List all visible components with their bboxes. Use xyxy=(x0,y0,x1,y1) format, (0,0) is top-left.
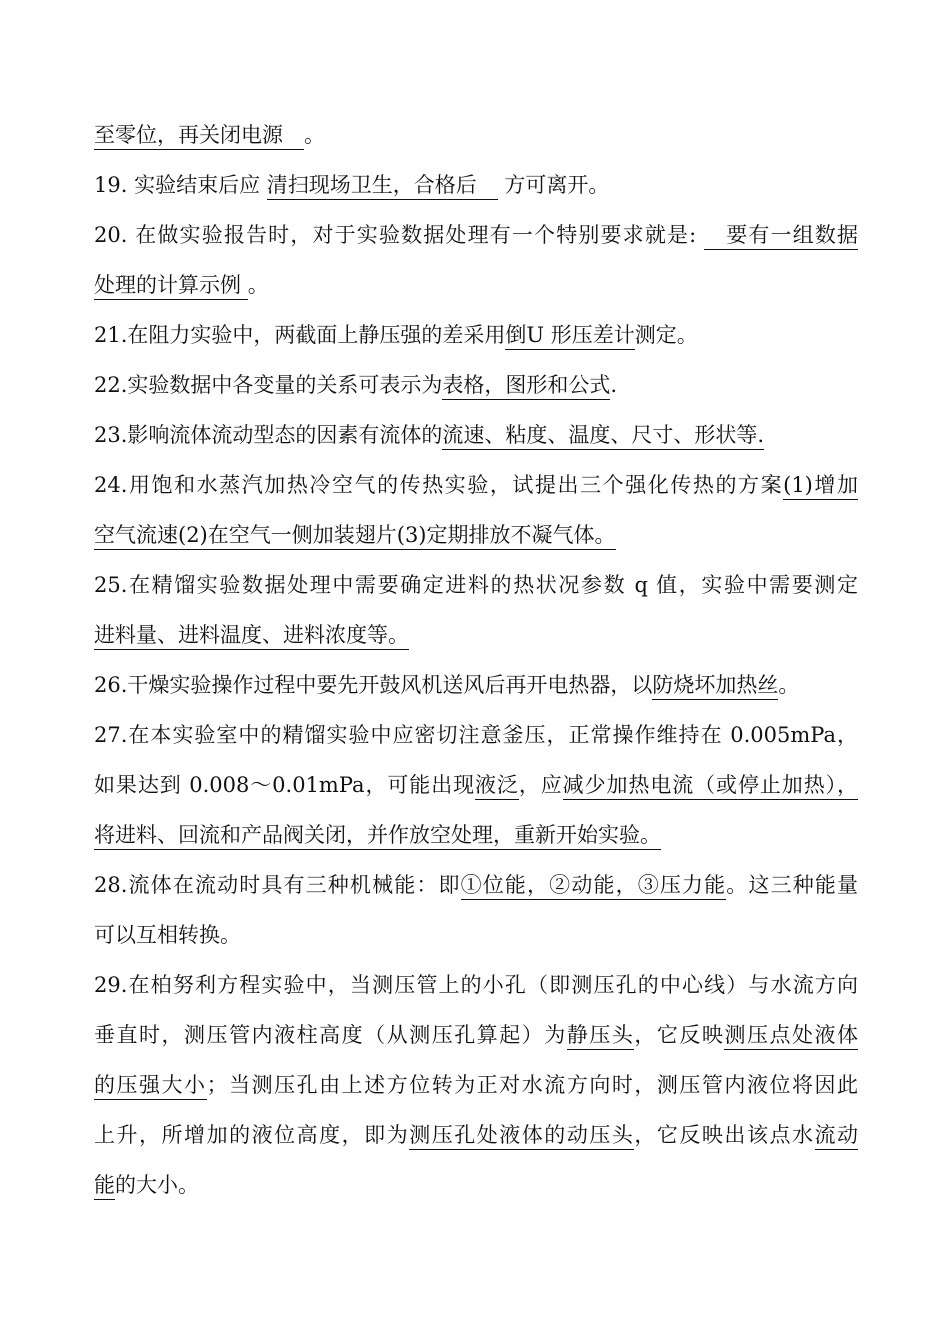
text-run: 22.实验数据中各变量的关系可表示为 xyxy=(94,373,443,397)
text-run: . xyxy=(610,373,618,397)
text-run: 。 xyxy=(778,673,800,697)
text-run: 。这三种能量 xyxy=(726,873,858,897)
text-run: 23.影响流体流动型态的因素有流体的 xyxy=(94,423,443,447)
underlined-answer: 将进料、回流和产品阀关闭，并作放空处理，重新开始实验。 xyxy=(94,823,661,850)
underlined-answer: 至零位，再关闭电源 xyxy=(94,123,304,150)
question-23 xyxy=(94,410,858,460)
text-run: 测定。 xyxy=(634,323,698,347)
text-run: 28.流体在流动时具有三种机械能：即 xyxy=(94,873,461,897)
text-run: ，应 xyxy=(518,773,563,797)
text-run: 25.在精馏实验数据处理中需要确定进料的热状况参数 q 值，实验中需要测定 xyxy=(94,573,858,597)
question-21 xyxy=(94,310,858,360)
question-29 xyxy=(94,960,858,1010)
text-run: 19. 实验结束后应 xyxy=(94,173,267,197)
question-20 xyxy=(94,210,858,260)
text-run: 21.在阻力实验中，两截面上静压强的差采用 xyxy=(94,323,506,347)
text-line xyxy=(94,610,858,660)
underlined-answer: 流速、粘度、温度、尺寸、形状等. xyxy=(442,423,764,450)
text-line xyxy=(94,260,858,310)
text-run: 24.用饱和水蒸汽加热冷空气的传热实验，试提出三个强化传热的方案 xyxy=(94,473,784,497)
underlined-answer: 测压点处液体 xyxy=(724,1023,858,1050)
text-line xyxy=(94,510,858,560)
underlined-answer: (1)增加 xyxy=(783,473,858,500)
text-run: 。 xyxy=(247,273,269,297)
text-run: 可以互相转换。 xyxy=(94,923,241,947)
underlined-answer: 倒U 形压差计 xyxy=(505,323,634,350)
text-run: 的大小。 xyxy=(115,1173,199,1197)
underlined-answer: 表格，图形和公式 xyxy=(442,373,610,400)
text-run: 29.在柏努利方程实验中，当测压管上的小孔（即测压孔的中心线）与水流方向 xyxy=(94,973,858,997)
text-run: ，它反映 xyxy=(634,1023,725,1047)
underlined-answer: 进料量、进料温度、进料浓度等。 xyxy=(94,623,409,650)
question-22 xyxy=(94,360,858,410)
underlined-answer: 空气流速(2)在空气一侧加装翅片(3)定期排放不凝气体。 xyxy=(94,523,616,550)
underlined-answer: 流动 xyxy=(815,1123,859,1150)
underlined-answer: 的压强大小 xyxy=(94,1073,207,1100)
question-26 xyxy=(94,660,858,710)
underlined-answer: 减少加热电流（或停止加热）， xyxy=(563,773,858,800)
document-page xyxy=(94,110,858,1210)
text-line xyxy=(94,1160,858,1210)
underlined-answer: 要有一组数据 xyxy=(704,223,858,250)
underlined-answer: 静压头 xyxy=(567,1023,635,1050)
underlined-answer: 能 xyxy=(94,1173,115,1200)
text-run: 27.在本实验室中的精馏实验中应密切注意釜压，正常操作维持在 0.005mPa， xyxy=(94,723,858,747)
text-run: 26.干燥实验操作过程中要先开鼓风机送风后再开电热器，以 xyxy=(94,673,653,697)
text-line xyxy=(94,760,858,810)
question-27 xyxy=(94,710,858,760)
text-run: 20. 在做实验报告时，对于实验数据处理有一个特别要求就是: xyxy=(94,223,705,247)
text-line xyxy=(94,1110,858,1160)
underlined-answer: 清扫现场卫生，合格后 xyxy=(267,173,498,200)
text-run: ；当测压孔由上述方位转为正对水流方向时，测压管内液位将因此 xyxy=(206,1073,858,1097)
text-line xyxy=(94,910,858,960)
underlined-answer: 测压孔处液体的动压头 xyxy=(409,1123,634,1150)
text-run: 方可离开。 xyxy=(497,173,610,197)
text-line xyxy=(94,810,858,860)
question-25 xyxy=(94,560,858,610)
text-run: 如果达到 0.008～0.01mPa，可能出现 xyxy=(94,773,476,797)
text-line xyxy=(94,1010,858,1060)
text-line xyxy=(94,110,858,160)
text-run: 。 xyxy=(304,123,325,147)
text-run: ，它反映出该点水 xyxy=(634,1123,815,1147)
underlined-answer: 防烧坏加热丝 xyxy=(652,673,778,700)
text-run: 垂直时，测压管内液柱高度（从测压孔算起）为 xyxy=(94,1023,567,1047)
underlined-answer: ①位能，②动能，③压力能 xyxy=(461,873,727,900)
text-line xyxy=(94,1060,858,1110)
question-24 xyxy=(94,460,858,510)
underlined-answer: 处理的计算示例 xyxy=(94,273,248,300)
question-19 xyxy=(94,160,858,210)
underlined-answer: 液泛 xyxy=(475,773,519,800)
text-run: 上升，所增加的液位高度，即为 xyxy=(94,1123,410,1147)
question-28 xyxy=(94,860,858,910)
